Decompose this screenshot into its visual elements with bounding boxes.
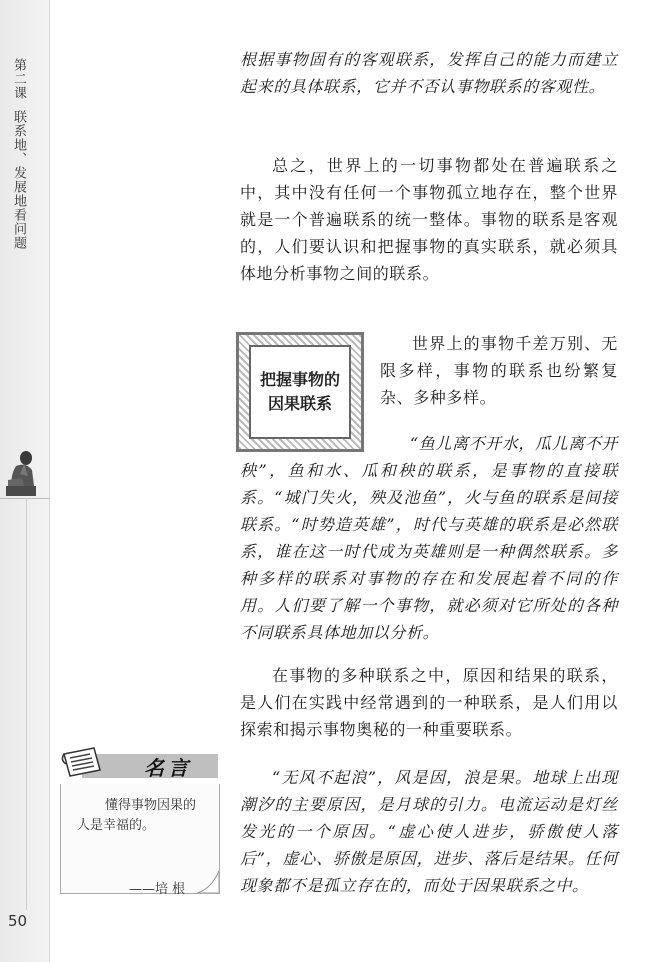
divider-vertical	[26, 498, 27, 910]
paragraph-2: 总之，世界上的一切事物都处在普遍联系之中，其中没有任何一个事物孤立地存在，整个世界就是一个普遍联系的统一整体。事物的联系是客观的，人们要认识和把握事物的真实联系，就必须具体地分析事物之间的联系。	[240, 156, 618, 283]
quote-body	[60, 784, 220, 897]
divider-horizontal	[0, 498, 50, 499]
concept-title: 把握事物的因果联系	[260, 370, 341, 413]
page-number: 50	[8, 912, 28, 930]
lesson-title: 联系地、发展地看问题	[11, 110, 26, 250]
chapter-label	[10, 58, 26, 250]
paragraph-1: 根据事物固有的客观联系，发挥自己的能力而建立起来的具体联系，它并不否认事物联系的客观性。	[240, 50, 618, 96]
lesson-number: 第二课	[11, 58, 26, 100]
newspaper-scroll-icon	[60, 744, 108, 784]
paragraph-4: “鱼儿离不开水，瓜儿离不开秧”，鱼和水、瓜和秧的联系，是事物的直接联系。“城门失火，殃及池鱼”，火与鱼的联系是间接联系。“时势造英雄”，时代与英雄的联系是必然联系，谁在这一时代成为英雄则是一种偶然联系。多种多样的联系对事物的存在和发展起着不同的作用。人们要了解一个事物，就必须对它所处的各种不同联系具体地加以分析。	[240, 434, 618, 642]
paragraph-3: 世界上的事物千差万别、无限多样，事物的联系也纷繁复杂、多种多样。	[380, 334, 618, 407]
concept-frame-inner	[249, 345, 351, 439]
famous-quote-box	[60, 744, 220, 897]
quote-heading: 名言	[144, 756, 192, 780]
thinker-statue-icon	[2, 446, 42, 498]
paragraph-6: “无风不起浪”，风是因，浪是果。地球上出现潮汐的主要原因，是月球的引力。电流运动是灯丝发光的一个原因。“虚心使人进步，骄傲使人落后”，虚心、骄傲是原因，进步、落后是结果。任何现象都不是孤立存在的，而处于因果联系之中。	[240, 768, 618, 895]
paragraph-5: 在事物的多种联系之中，原因和结果的联系，是人们在实践中经常遇到的一种联系，是人们用以探索和揭示事物奥秘的一种重要联系。	[240, 666, 618, 739]
quote-author: ——培 根	[129, 882, 186, 897]
page-curl-icon	[197, 871, 219, 893]
quote-text: 懂得事物因果的人是幸福的。	[77, 798, 197, 833]
